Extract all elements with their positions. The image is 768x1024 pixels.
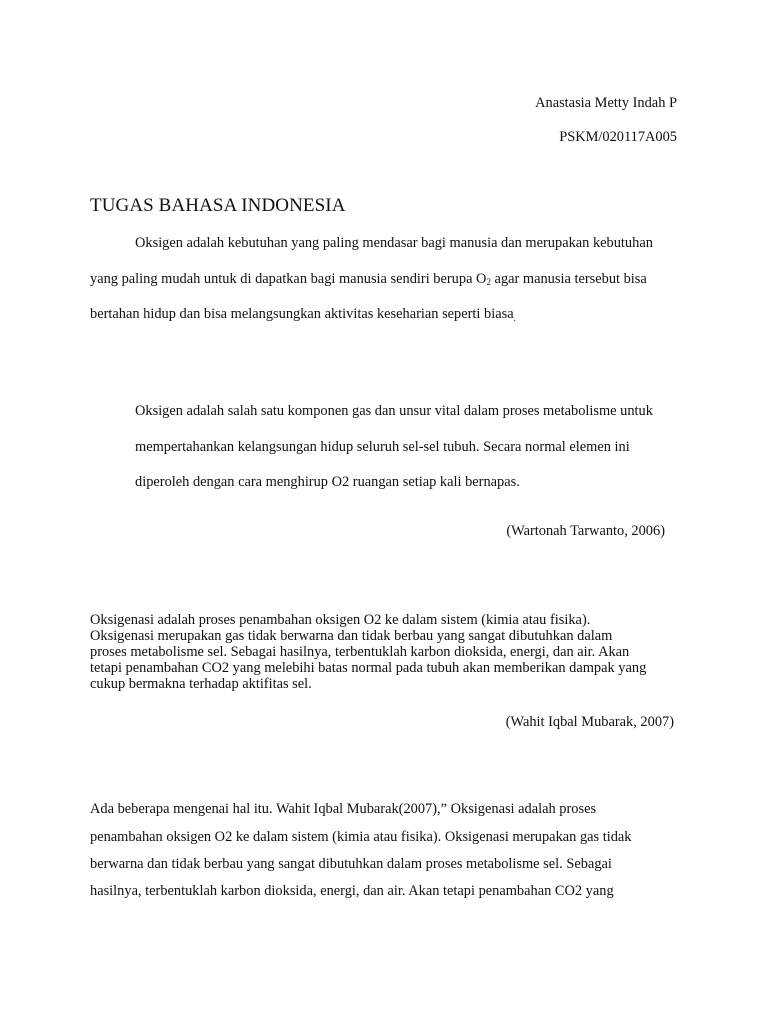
paragraph-2-line-3: berwarna dan tidak berbau yang sangat dibutuhkan dalam proses metabolisme sel. Sebagai <box>90 856 612 872</box>
quote-2-line-4: tetapi penambahan CO2 yang melebihi batas normal pada tubuh akan memberikan dampak yang <box>90 660 647 676</box>
quote-2-line-1: Oksigenasi adalah proses penambahan oksigen O2 ke dalam sistem (kimia atau fisika). <box>90 612 591 628</box>
paragraph-1-line-3 <box>90 305 516 327</box>
paragraph-1-line-2-text: yang paling mudah untuk di dapatkan bagi manusia sendiri berupa O <box>90 271 487 287</box>
author-name: Anastasia Metty Indah P <box>535 95 677 111</box>
paragraph-1-line-2 <box>90 270 647 288</box>
quote-2-line-2: Oksigenasi merupakan gas tidak berwarna dan tidak berbau yang sangat dibutuhkan dalam <box>90 628 613 644</box>
oxygen-subscript: 2 <box>486 277 491 287</box>
quote-2-block <box>90 612 690 692</box>
quote-2-line-5: cukup bermakna terhadap aktifitas sel. <box>90 676 312 692</box>
quote-1-line-1: Oksigen adalah salah satu komponen gas dan unsur vital dalam proses metabolisme untuk <box>135 403 653 419</box>
paragraph-1-end-mark: . <box>513 313 516 323</box>
quote-2-citation: (Wahit Iqbal Mubarak, 2007) <box>505 714 674 730</box>
quote-2-line-3: proses metabolisme sel. Sebagai hasilnya, terbentuklah karbon dioksida, energi, dan air. Akan <box>90 644 630 660</box>
paragraph-1-line-1: Oksigen adalah kebutuhan yang paling mendasar bagi manusia dan merupakan kebutuhan <box>135 235 653 251</box>
quote-1-line-3: diperoleh dengan cara menghirup O2 ruangan setiap kali bernapas. <box>135 474 520 490</box>
paragraph-1-line-2-tail: agar manusia tersebut bisa <box>490 271 647 287</box>
paragraph-2-line-1: Ada beberapa mengenai hal itu. Wahit Iqbal Mubarak(2007),” Oksigenasi adalah proses <box>90 801 597 817</box>
student-id: PSKM/020117A005 <box>559 129 677 145</box>
paragraph-2-line-4: hasilnya, terbentuklah karbon dioksida, energi, dan air. Akan tetapi penambahan CO2 yang <box>90 883 614 899</box>
page-title: TUGAS BAHASA INDONESIA <box>90 195 346 216</box>
quote-1-line-2: mempertahankan kelangsungan hidup seluruh sel-sel tubuh. Secara normal elemen ini <box>135 439 630 455</box>
paragraph-1-line-3-text: bertahan hidup dan bisa melangsungkan aktivitas keseharian seperti biasa <box>90 306 514 322</box>
quote-1-citation: (Wartonah Tarwanto, 2006) <box>506 523 665 539</box>
paragraph-2-line-2: penambahan oksigen O2 ke dalam sistem (kimia atau fisika). Oksigenasi merupakan gas tidak <box>90 829 632 845</box>
